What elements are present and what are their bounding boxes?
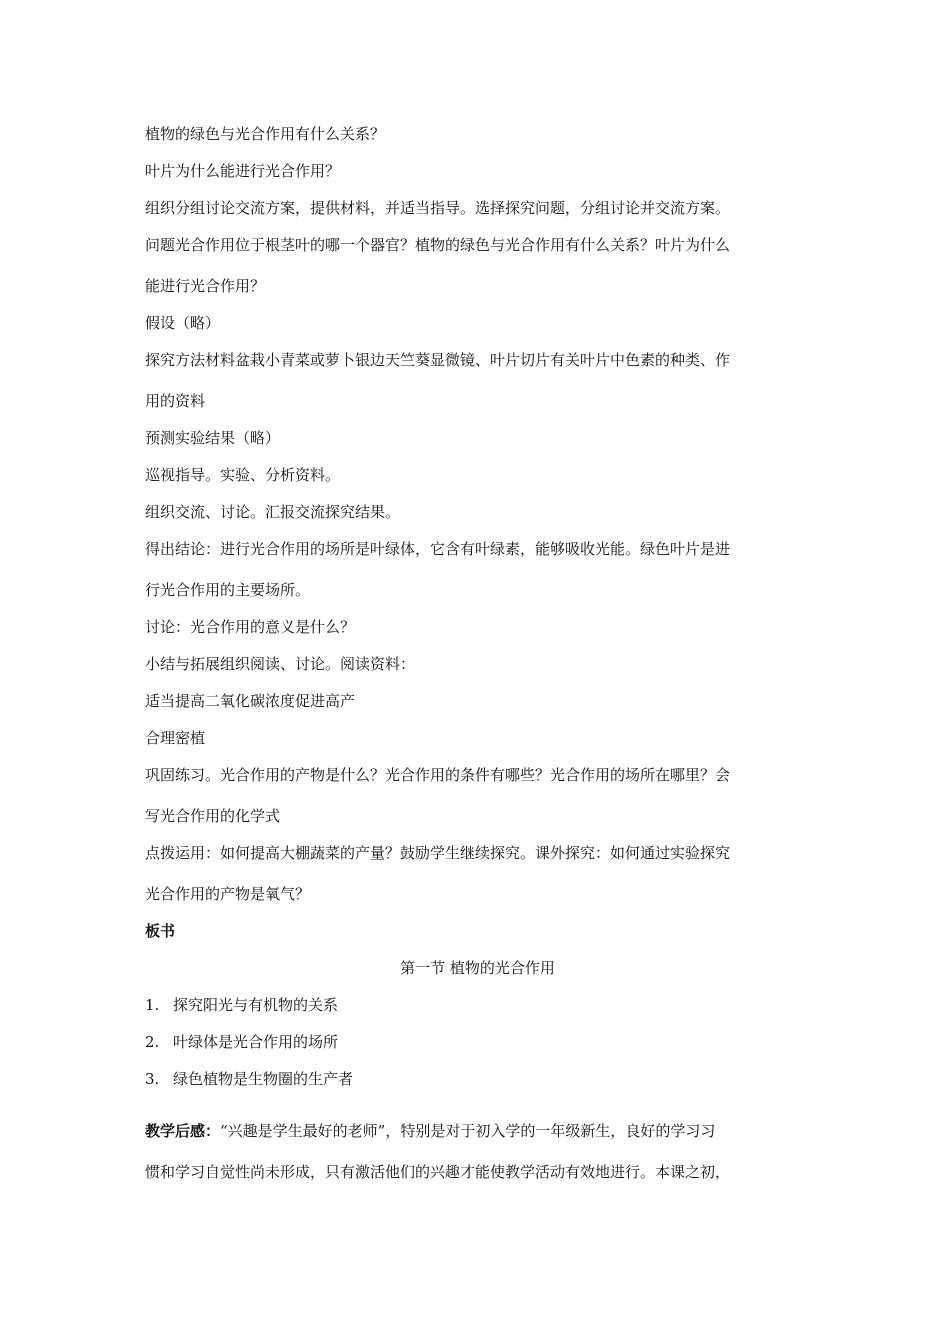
text-line: 讨论：光合作用的意义是什么？: [145, 618, 356, 636]
text-line: 问题光合作用位于根茎叶的哪一个器官？植物的绿色与光合作用有什么关系？叶片为什么: [145, 236, 731, 254]
text-line: 合理密植: [145, 729, 206, 747]
board-item: [145, 1032, 810, 1052]
reflection-paragraph: [145, 1121, 810, 1141]
board-item: [145, 995, 810, 1015]
reflection-text: “兴趣是学生最好的老师”，特别是对于初入学的一年级新生，良好的学习习: [220, 1122, 716, 1140]
text-line: 用的资料: [145, 392, 206, 410]
text-line: 能进行光合作用？: [145, 277, 266, 295]
text-line: 写光合作用的化学式: [145, 807, 281, 825]
document-page: [145, 124, 810, 1182]
text-line: 探究方法材料盆栽小青菜或萝卜银边天竺葵显微镜、叶片切片有关叶片中色素的种类、作: [145, 351, 731, 369]
board-item-number: 2.: [145, 1033, 160, 1051]
board-item-text: 叶绿体是光合作用的场所: [173, 1033, 339, 1051]
text-line: 光合作用的产物是氧气？: [145, 885, 311, 903]
text-line: 巩固练习。光合作用的产物是什么？光合作用的条件有哪些？光合作用的场所在哪里？会: [145, 766, 731, 784]
reflection-continuation: 惯和学习自觉性尚未形成，只有激活他们的兴趣才能使教学活动有效地进行。本课之初，: [145, 1163, 731, 1181]
text-line: 组织分组讨论交流方案，提供材料，并适当指导。选择探究问题，分组讨论并交流方案。: [145, 199, 731, 217]
text-line: 适当提高二氧化碳浓度促进高产: [145, 692, 356, 710]
text-line: 得出结论：进行光合作用的场所是叶绿体，它含有叶绿素，能够吸收光能。绿色叶片是进: [145, 540, 731, 558]
board-title: 第一节 植物的光合作用: [400, 959, 555, 977]
text-line: 小结与拓展组织阅读、讨论。阅读资料：: [145, 655, 416, 673]
text-line: 植物的绿色与光合作用有什么关系？: [145, 125, 386, 143]
board-item-number: 1.: [145, 996, 160, 1014]
board-item-text: 绿色植物是生物圈的生产者: [173, 1070, 354, 1088]
text-line: 点拨运用：如何提高大棚蔬菜的产量？鼓励学生继续探究。课外探究：如何通过实验探究: [145, 844, 731, 862]
board-heading: 板书: [145, 922, 176, 940]
board-item-number: 3.: [145, 1070, 160, 1088]
reflection-label: 教学后感：: [145, 1122, 221, 1140]
board-item: [145, 1069, 810, 1089]
text-line: 行光合作用的主要场所。: [145, 581, 311, 599]
text-line: 假设（略）: [145, 314, 221, 332]
text-line: 巡视指导。实验、分析资料。: [145, 466, 341, 484]
text-line: 组织交流、讨论。汇报交流探究结果。: [145, 503, 401, 521]
blank-line: [145, 1089, 810, 1121]
board-item-text: 探究阳光与有机物的关系: [173, 996, 339, 1014]
text-line: 叶片为什么能进行光合作用？: [145, 162, 341, 180]
text-line: 预测实验结果（略）: [145, 429, 281, 447]
